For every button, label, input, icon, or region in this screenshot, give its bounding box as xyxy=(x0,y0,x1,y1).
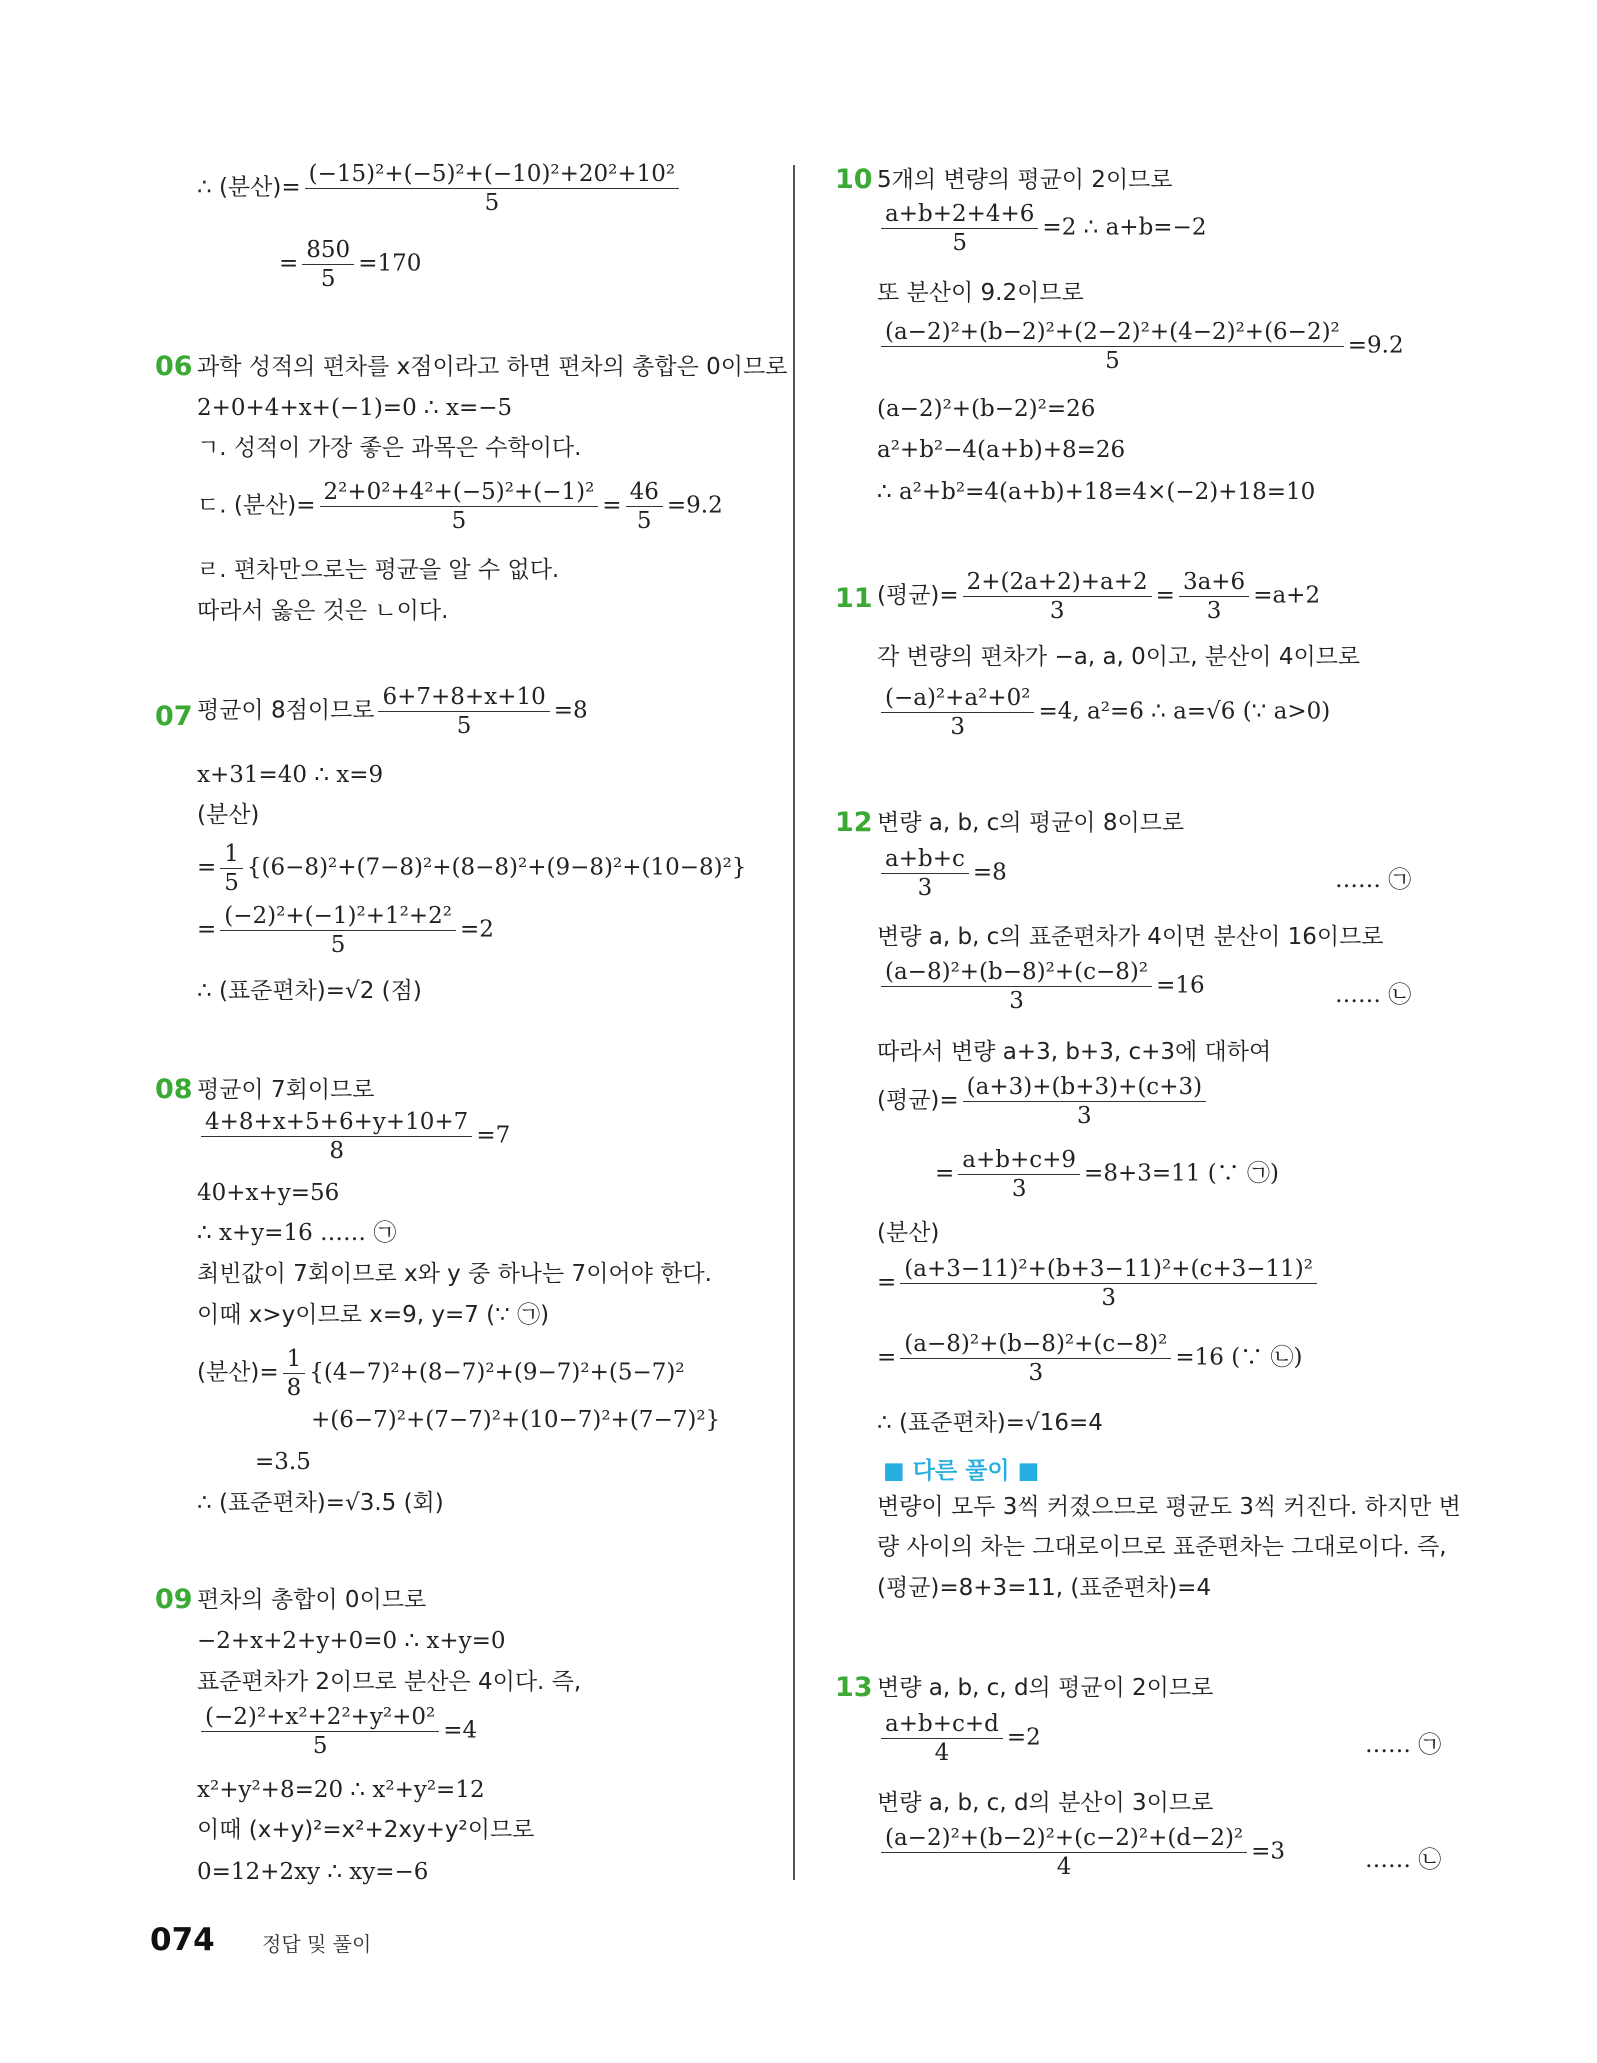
p07-line-1: 평균이 8점이므로 $\frac{6+7+8+x+10}{5}$ =8 xyxy=(197,684,588,739)
p12-mark-2: …… ㉡ xyxy=(1335,982,1412,1008)
p09-line-2: −2+x+2+y+0=0 ∴ x+y=0 xyxy=(197,1628,506,1654)
p12-mark-1: …… ㉠ xyxy=(1335,867,1412,893)
p08-line-10: ∴ (표준편차)=√3.5 (회) xyxy=(197,1490,444,1516)
p06-line-3: ㄱ. 성적이 가장 좋은 과목은 수학이다. xyxy=(197,435,582,461)
page-number: 074 xyxy=(150,1922,215,1958)
p09-line-7: 0=12+2xy ∴ xy=−6 xyxy=(197,1859,429,1885)
p13-line-3: 변량 a, b, c, d의 분산이 3이므로 xyxy=(877,1790,1214,1816)
p07-line-6: ∴ (표준편차)=√2 (점) xyxy=(197,978,422,1004)
p09-line-5: x²+y²+8=20 ∴ x²+y²=12 xyxy=(197,1777,485,1803)
p11-line-3: $\frac{\text{(−a)²+a²+0²}}{3}$ =4, a²=6 ∴ a=√6 (∵ a>0) xyxy=(877,684,1330,741)
p08-line-5: 최빈값이 7회이므로 x와 y 중 하나는 7이어야 한다. xyxy=(197,1261,712,1287)
problem-number-06: 06 xyxy=(155,351,193,382)
variance-line-2: = $\frac{850}{5}$ =170 xyxy=(279,237,422,292)
p06-line-6: 따라서 옳은 것은 ㄴ이다. xyxy=(197,598,449,624)
p08-line-9: =3.5 xyxy=(255,1449,311,1475)
alt-line-1: 변량이 모두 3씩 커졌으므로 평균도 3씩 커진다. 하지만 변 xyxy=(877,1494,1461,1520)
p12-line-6: (평균)= $\frac{(a+3)+(b+3)+(c+3)}{3}$ xyxy=(877,1073,1210,1130)
p09-line-6: 이때 (x+y)²=x²+2xy+y²이므로 xyxy=(197,1817,535,1843)
p08-line-1: 평균이 7회이므로 xyxy=(197,1077,375,1103)
fraction: $\frac{\text{(−15)²+(−5)²+(−10)²+20²+10²}}{5}$ xyxy=(305,160,680,217)
p13-mark-1: …… ㉠ xyxy=(1365,1732,1442,1758)
p10-line-5: (a−2)²+(b−2)²=26 xyxy=(877,396,1096,422)
variance-line-1: ∴ (분산)= $\frac{\text{(−15)²+(−5)²+(−10)²+20²+10²}}{5}$ xyxy=(197,160,683,217)
p12-line-2: $\frac{a+b+c}{3}$ =8 xyxy=(877,845,1007,902)
problem-number-09: 09 xyxy=(155,1584,193,1615)
alt-line-2: 량 사이의 차는 그대로이므로 표준편차는 그대로이다. 즉, xyxy=(877,1534,1447,1560)
p12-line-1: 변량 a, b, c의 평균이 8이므로 xyxy=(877,810,1185,836)
p13-line-1: 변량 a, b, c, d의 평균이 2이므로 xyxy=(877,1675,1214,1701)
p07-line-2: x+31=40 ∴ x=9 xyxy=(197,762,384,788)
p07-line-3: (분산) xyxy=(197,802,260,828)
p06-line-5: ㄹ. 편차만으로는 평균을 알 수 없다. xyxy=(197,557,560,583)
p12-line-8: (분산) xyxy=(877,1220,940,1246)
p06-line-1: 과학 성적의 편차를 x점이라고 하면 편차의 총합은 0이므로 xyxy=(197,354,788,380)
problem-number-07: 07 xyxy=(155,701,193,732)
p12-line-7: = $\frac{a+b+c+9}{3}$ =8+3=11 (∵ ㉠) xyxy=(935,1147,1279,1202)
p13-line-2: $\frac{a+b+c+d}{4}$ =2 xyxy=(877,1710,1041,1767)
footer-label: 정답 및 풀이 xyxy=(262,1932,372,1956)
p07-line-5: = $\frac{\text{(−2)²+(−1)²+1²+2²}}{5}$ =2 xyxy=(197,903,494,958)
p11-line-2: 각 변량의 편차가 −a, a, 0이고, 분산이 4이므로 xyxy=(877,644,1361,670)
p13-mark-2: …… ㉡ xyxy=(1365,1847,1442,1873)
p11-line-1: (평균)= $\frac{2+(2a+2)+a+2}{3}$ = $\frac{3a+6}{3}$ =a+2 xyxy=(877,569,1321,624)
p06-line-2: 2+0+4+x+(−1)=0 ∴ x=−5 xyxy=(197,395,513,421)
p08-line-8: +(6−7)²+(7−7)²+(10−7)²+(7−7)²} xyxy=(311,1407,721,1433)
p10-line-4: $\frac{\text{(a−2)²+(b−2)²+(2−2)²+(4−2)²+(6−2)²}}{5}$ =9.2 xyxy=(877,318,1404,375)
p06-line-4: ㄷ. (분산)= $\frac{\text{2²+0²+4²+(−5)²+(−1)²}}{5}$ = $\frac{46}{5}$ =9.2 xyxy=(197,479,723,534)
problem-number-08: 08 xyxy=(155,1074,193,1105)
p12-line-5: 따라서 변량 a+3, b+3, c+3에 대하여 xyxy=(877,1039,1272,1065)
p13-line-4: $\frac{\text{(a−2)²+(b−2)²+(c−2)²+(d−2)²}}{4}$ =3 xyxy=(877,1824,1285,1881)
p09-line-1: 편차의 총합이 0이므로 xyxy=(197,1587,427,1613)
p08-line-6: 이때 x>y이므로 x=9, y=7 (∵ ㉠) xyxy=(197,1302,550,1328)
p12-line-10: = $\frac{\text{(a−8)²+(b−8)²+(c−8)²}}{3}$ =16 (∵ ㉡) xyxy=(877,1331,1303,1386)
p09-line-3: 표준편차가 2이므로 분산은 4이다. 즉, xyxy=(197,1669,582,1695)
p10-line-2: $\frac{a+b+2+4+6}{5}$ =2 ∴ a+b=−2 xyxy=(877,200,1206,257)
p12-line-4: $\frac{\text{(a−8)²+(b−8)²+(c−8)²}}{3}$ =16 xyxy=(877,958,1205,1015)
problem-number-11: 11 xyxy=(835,583,873,614)
p12-line-11: ∴ (표준편차)=√16=4 xyxy=(877,1410,1103,1436)
problem-number-12: 12 xyxy=(835,807,873,838)
p09-line-4: $\frac{\text{(−2)²+x²+2²+y²+0²}}{5}$ =4 xyxy=(197,1703,477,1760)
p10-line-1: 5개의 변량의 평균이 2이므로 xyxy=(877,167,1173,193)
alt-solution-title: ■ 다른 풀이 ■ xyxy=(883,1458,1040,1484)
problem-number-13: 13 xyxy=(835,1672,873,1703)
p10-line-6: a²+b²−4(a+b)+8=26 xyxy=(877,437,1126,463)
p08-line-4: ∴ x+y=16 …… ㉠ xyxy=(197,1220,397,1246)
alt-line-3: (평균)=8+3=11, (표준편차)=4 xyxy=(877,1575,1212,1601)
p12-line-9: = $\frac{\text{(a+3−11)²+(b+3−11)²+(c+3−11)²}}{3}$ xyxy=(877,1255,1321,1312)
p08-line-7: (분산)= $\frac{1}{8}$ {(4−7)²+(8−7)²+(9−7)²+(5−7)² xyxy=(197,1346,685,1401)
p07-line-4: = $\frac{1}{5}$ {(6−8)²+(7−8)²+(8−8)²+(9−8)²+(10−8)²} xyxy=(197,841,747,896)
problem-number-10: 10 xyxy=(835,164,873,195)
p08-line-3: 40+x+y=56 xyxy=(197,1180,340,1206)
column-divider xyxy=(793,165,795,1880)
p10-line-7: ∴ a²+b²=4(a+b)+18=4×(−2)+18=10 xyxy=(877,479,1316,505)
p10-line-3: 또 분산이 9.2이므로 xyxy=(877,280,1084,306)
p12-line-3: 변량 a, b, c의 표준편차가 4이면 분산이 16이므로 xyxy=(877,924,1384,950)
p08-line-2: $\frac{4+8+x+5+6+y+10+7}{8}$ =7 xyxy=(197,1108,510,1165)
